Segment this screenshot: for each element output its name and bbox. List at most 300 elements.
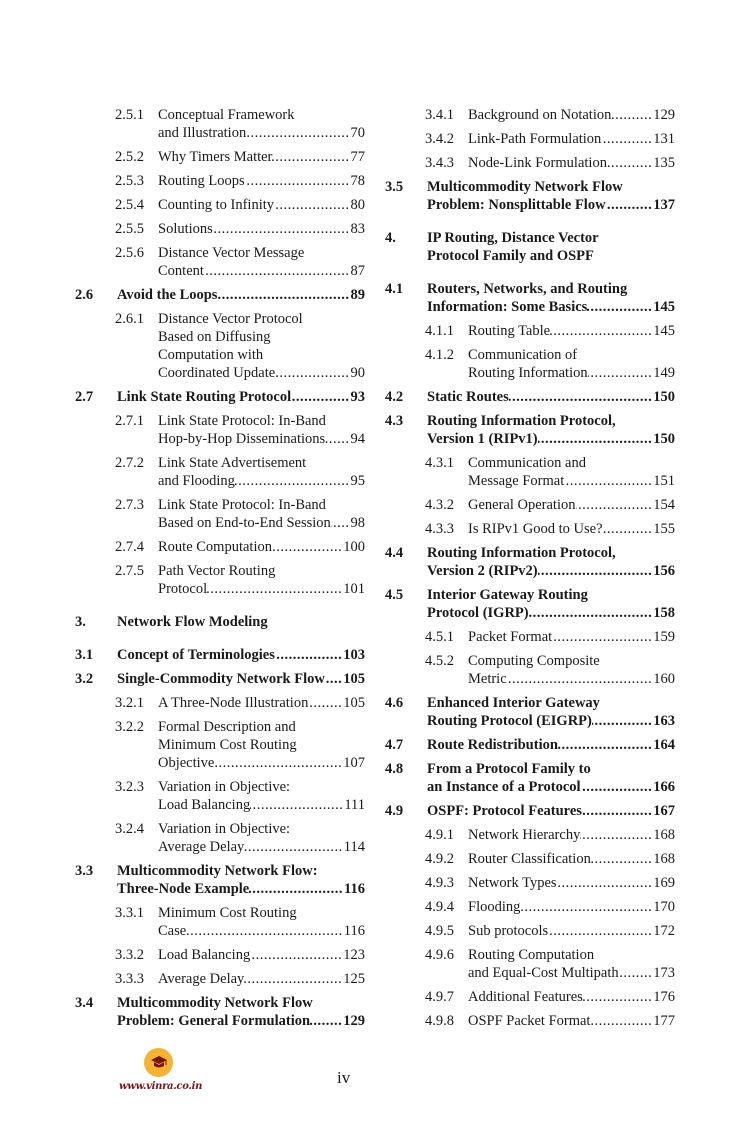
section-number: 4.3.2 (425, 497, 454, 513)
section-title: Protocol Family and OSPF (427, 248, 594, 264)
page-ref: 149 (653, 365, 675, 381)
section-title: Metric (468, 671, 507, 687)
toc-entry[interactable] (385, 826, 675, 844)
section-number: 2.7 (75, 389, 94, 405)
page-ref: 155 (653, 521, 675, 537)
page-ref: 164 (653, 737, 675, 753)
section-number: 4.9 (385, 803, 404, 819)
toc-left-column (75, 106, 365, 1036)
toc-entry[interactable] (75, 310, 365, 382)
dot-leader (538, 430, 654, 448)
page-ref: 90 (350, 365, 365, 381)
section-title: A Three-Node Illustration (158, 695, 309, 711)
toc-entry[interactable] (385, 850, 675, 868)
dot-leader (582, 802, 653, 820)
section-title: Protocol (IGRP) (427, 605, 529, 621)
section-number: 4.7 (385, 737, 404, 753)
page-number: iv (337, 1068, 351, 1087)
page-ref: 89 (350, 287, 365, 303)
section-number: 4.9.3 (425, 875, 454, 891)
toc-entry[interactable] (385, 130, 675, 148)
section-title: Version 1 (RIPv1) (427, 431, 538, 447)
toc-entry[interactable] (385, 988, 675, 1006)
toc-entry[interactable] (75, 778, 365, 814)
section-number: 4.6 (385, 695, 404, 711)
section-title: Route Redistribution (427, 737, 558, 753)
section-title: Concept of Terminologies (117, 647, 275, 663)
dot-leader (507, 670, 654, 688)
page-ref: 169 (653, 875, 675, 891)
section-title: Based on End-to-End Session (158, 515, 331, 531)
page-ref: 80 (350, 197, 365, 213)
page-ref: 98 (350, 515, 365, 531)
section-number: 3.2 (75, 671, 94, 687)
section-title: Information: Some Basics (427, 299, 588, 315)
section-title: Single-Commodity Network Flow (117, 671, 325, 687)
toc-entry[interactable] (75, 148, 365, 166)
dot-leader (581, 778, 654, 796)
section-title: Routers, Networks, and Routing (427, 281, 628, 297)
toc-entry[interactable] (385, 388, 675, 406)
section-number: 3.4.2 (425, 131, 454, 147)
section-title: Distance Vector Message (158, 245, 305, 261)
toc-entry[interactable] (385, 154, 675, 172)
dot-leader (607, 154, 653, 172)
section-number: 4.9.4 (425, 899, 454, 915)
section-title: Counting to Infinity (158, 197, 274, 213)
section-title: Average Delay (158, 971, 245, 987)
section-number: 3.2.4 (115, 821, 144, 837)
page-ref: 163 (653, 713, 675, 729)
section-title: Based on Diffusing (158, 329, 271, 345)
section-title: and Illustration (158, 125, 247, 141)
section-number: 2.7.4 (115, 539, 144, 555)
section-number: 4.8 (385, 761, 404, 777)
toc-entry[interactable] (385, 106, 675, 124)
dot-leader (619, 964, 654, 982)
dot-leader (249, 880, 344, 898)
toc-entry[interactable] (75, 538, 365, 556)
toc-entry[interactable] (385, 874, 675, 892)
toc-entry[interactable] (385, 946, 675, 982)
section-number: 3.2.2 (115, 719, 144, 735)
dot-leader (235, 472, 351, 490)
toc-entry[interactable] (385, 586, 675, 622)
section-title: Load Balancing (158, 797, 251, 813)
section-title: Route Computation (158, 539, 272, 555)
section-title: Routing Information Protocol, (427, 413, 616, 429)
page-ref: 100 (343, 539, 365, 555)
toc-entry[interactable] (75, 904, 365, 940)
section-title: Conceptual Framework (158, 107, 295, 123)
section-number: 3.3 (75, 863, 94, 879)
toc-entry[interactable] (385, 178, 675, 214)
section-title: Additional Features (468, 989, 583, 1005)
section-title: Why Timers Matter (158, 149, 273, 165)
page-ref: 116 (344, 881, 365, 897)
section-title: Version 2 (RIPv2) (427, 563, 538, 579)
page-ref: 145 (653, 299, 675, 315)
section-title: Problem: Nonsplittable Flow (427, 197, 606, 213)
section-number: 3.3.2 (115, 947, 144, 963)
section-number: 4.5.2 (425, 653, 454, 669)
toc-entry[interactable] (75, 820, 365, 856)
toc-entry[interactable] (385, 346, 675, 382)
section-title: Sub protocols (468, 923, 549, 939)
section-number: 4.3.3 (425, 521, 454, 537)
dot-leader (250, 796, 344, 814)
dot-leader (250, 946, 343, 964)
section-number: 2.5.4 (115, 197, 144, 213)
section-title: Computing Composite (468, 653, 600, 669)
dot-leader (275, 364, 350, 382)
section-number: 4.5.1 (425, 629, 454, 645)
section-title: IP Routing, Distance Vector (427, 230, 599, 246)
section-title: General Operation (468, 497, 576, 513)
toc-entry[interactable] (75, 454, 365, 490)
page-ref: 154 (653, 497, 675, 513)
section-title: Static Routes (427, 389, 509, 405)
section-number: 3.5 (385, 179, 404, 195)
dot-leader (275, 646, 343, 664)
section-number: 2.7.1 (115, 413, 144, 429)
toc-entry[interactable] (75, 862, 365, 898)
page-ref: 167 (653, 803, 675, 819)
section-number: 2.5.3 (115, 173, 144, 189)
dot-leader (245, 172, 351, 190)
section-title: Router Classification (468, 851, 591, 867)
page-ref: 87 (350, 263, 365, 279)
section-number: 4.1.2 (425, 347, 454, 363)
page-ref: 150 (653, 389, 675, 405)
section-title: Formal Description and (158, 719, 296, 735)
toc-entry[interactable] (75, 994, 365, 1030)
toc-entry[interactable] (385, 454, 675, 490)
page-ref: 95 (350, 473, 365, 489)
toc-entry[interactable] (75, 946, 365, 964)
dot-leader (538, 562, 654, 580)
dot-leader (591, 850, 653, 868)
toc-entry[interactable] (75, 220, 365, 238)
section-title: Multicommodity Network Flow: (117, 863, 318, 879)
page-ref: 111 (344, 797, 365, 813)
page-ref: 114 (343, 839, 365, 855)
section-title: Node-Link Formulation (468, 155, 607, 171)
toc-entry[interactable] (385, 652, 675, 688)
toc-entry[interactable] (385, 496, 675, 514)
toc-entry[interactable] (75, 172, 365, 190)
section-title: Objective (158, 755, 215, 771)
section-title: Computation with (158, 347, 264, 363)
toc-entry[interactable] (75, 196, 365, 214)
section-title: Network Hierarchy (468, 827, 581, 843)
page-ref: 159 (653, 629, 675, 645)
section-title: Packet Format (468, 629, 553, 645)
dot-leader (576, 496, 654, 514)
section-title: Distance Vector Protocol (158, 311, 303, 327)
section-title: Enhanced Interior Gateway (427, 695, 600, 711)
section-title: Link-Path Formulation (468, 131, 602, 147)
publisher-url[interactable]: www.vinra.co.in (119, 1081, 203, 1092)
section-number: 4.1.1 (425, 323, 454, 339)
section-title: Avoid the Loops (117, 287, 218, 303)
section-title: From a Protocol Family to (427, 761, 591, 777)
page-ref: 135 (653, 155, 675, 171)
section-title: OSPF: Protocol Features (427, 803, 582, 819)
page-ref: 94 (350, 431, 365, 447)
dot-leader (204, 262, 351, 280)
section-title: Coordinated Update (158, 365, 276, 381)
dot-leader (246, 124, 350, 142)
section-title: Routing Protocol (EIGRP) (427, 713, 592, 729)
page-ref: 70 (350, 125, 365, 141)
section-title: Interior Gateway Routing (427, 587, 588, 603)
section-number: 4.9.7 (425, 989, 454, 1005)
section-title: Case (158, 923, 187, 939)
page-ref: 177 (653, 1013, 675, 1029)
toc-entry[interactable] (75, 244, 365, 280)
page-ref: 168 (653, 851, 675, 867)
page-ref: 176 (653, 989, 675, 1005)
dot-leader (214, 754, 343, 772)
section-title: Problem: General Formulation (117, 1013, 311, 1029)
section-number: 2.5.1 (115, 107, 144, 123)
section-title: Path Vector Routing (158, 563, 276, 579)
section-title: Is RIPv1 Good to Use? (468, 521, 603, 537)
page-ref: 105 (343, 695, 365, 711)
section-number: 2.7.2 (115, 455, 144, 471)
section-title: Content (158, 263, 204, 279)
page-ref: 170 (653, 899, 675, 915)
dot-leader (601, 130, 653, 148)
page-ref: 173 (653, 965, 675, 981)
toc-entry[interactable] (385, 802, 675, 820)
section-number: 4.9.1 (425, 827, 454, 843)
toc-entry[interactable] (385, 694, 675, 730)
toc-right-column (385, 106, 675, 1036)
toc-entry[interactable] (385, 412, 675, 448)
section-number: 4. (385, 230, 396, 246)
dot-leader (331, 514, 351, 532)
dot-leader (550, 322, 653, 340)
section-title: Hop-by-Hop Disseminations (158, 431, 326, 447)
toc-entry[interactable] (75, 412, 365, 448)
section-number: 3.2.1 (115, 695, 144, 711)
page-ref: 101 (343, 581, 365, 597)
dot-leader (603, 520, 654, 538)
section-number: 4.4 (385, 545, 404, 561)
section-title: and Equal-Cost Multipath (468, 965, 619, 981)
section-number: 4.5 (385, 587, 404, 603)
toc-chapter-heading[interactable] (75, 613, 365, 631)
toc-entry[interactable] (385, 280, 675, 316)
section-title: Variation in Objective: (158, 821, 291, 837)
dot-leader (310, 1012, 343, 1030)
toc-entry[interactable] (75, 388, 365, 406)
page-ref: 166 (653, 779, 675, 795)
toc-entry[interactable] (385, 922, 675, 940)
section-number: 4.3.1 (425, 455, 454, 471)
section-title: Link State Advertisement (158, 455, 307, 471)
section-title: Minimum Cost Routing (158, 905, 297, 921)
page-ref: 131 (653, 131, 675, 147)
page-ref: 158 (653, 605, 675, 621)
dot-leader (611, 106, 653, 124)
toc-entry[interactable] (385, 736, 675, 754)
dot-leader (583, 988, 653, 1006)
section-number: 4.9.8 (425, 1013, 454, 1029)
dot-leader (588, 364, 654, 382)
section-title: Routing Computation (468, 947, 595, 963)
section-title: Communication of (468, 347, 578, 363)
dot-leader (272, 538, 343, 556)
section-title: Message Format (468, 473, 565, 489)
section-title: Minimum Cost Routing (158, 737, 297, 753)
page-ref: 156 (653, 563, 675, 579)
section-title: Multicommodity Network Flow (117, 995, 313, 1011)
section-title: Communication and (468, 455, 586, 471)
section-number: 3.4.3 (425, 155, 454, 171)
section-number: 2.6.1 (115, 311, 144, 327)
section-title: OSPF Packet Format (468, 1013, 591, 1029)
toc-entry[interactable] (385, 1012, 675, 1030)
dot-leader (244, 838, 344, 856)
toc-entry[interactable] (75, 646, 365, 664)
toc-entry[interactable] (75, 106, 365, 142)
toc-entry[interactable] (75, 286, 365, 304)
section-title: Average Delay (158, 839, 245, 855)
section-title: Routing Information (468, 365, 588, 381)
publisher-logo (144, 1048, 173, 1077)
section-number: 3.2.3 (115, 779, 144, 795)
graduation-cap-icon (150, 1054, 168, 1072)
page-ref: 151 (653, 473, 675, 489)
section-number: 4.3 (385, 413, 404, 429)
section-title: Three-Node Example (117, 881, 250, 897)
page-ref: 123 (343, 947, 365, 963)
dot-leader (552, 628, 653, 646)
page-ref: 125 (343, 971, 365, 987)
section-number: 3.4.1 (425, 107, 454, 123)
toc-entry[interactable] (75, 670, 365, 688)
section-title: Load Balancing (158, 947, 251, 963)
dot-leader (557, 874, 654, 892)
dot-leader (564, 472, 653, 490)
dot-leader (592, 712, 653, 730)
dot-leader (186, 922, 344, 940)
toc-entry[interactable] (385, 544, 675, 580)
section-number: 4.2 (385, 389, 404, 405)
page-ref: 93 (350, 389, 365, 405)
section-title: Protocol (158, 581, 208, 597)
page-ref: 103 (343, 647, 365, 663)
dot-leader (274, 196, 351, 214)
section-title: Multicommodity Network Flow (427, 179, 623, 195)
section-number: 4.9.2 (425, 851, 454, 867)
toc-entry[interactable] (385, 898, 675, 916)
section-title: Routing Table (468, 323, 551, 339)
page-ref: 168 (653, 827, 675, 843)
section-number: 4.9.6 (425, 947, 454, 963)
toc-entry[interactable] (75, 496, 365, 532)
section-title: Routing Information Protocol, (427, 545, 616, 561)
toc-entry[interactable] (385, 520, 675, 538)
toc-entry[interactable] (75, 970, 365, 988)
toc-chapter-heading[interactable] (385, 229, 675, 265)
section-number: 2.5.5 (115, 221, 144, 237)
page-ref: 145 (653, 323, 675, 339)
dot-leader (587, 298, 653, 316)
dot-leader (548, 922, 653, 940)
page-ref: 160 (653, 671, 675, 687)
page-ref: 105 (343, 671, 365, 687)
dot-leader (558, 736, 653, 754)
dot-leader (325, 430, 350, 448)
dot-leader (580, 826, 653, 844)
section-number: 4.9.5 (425, 923, 454, 939)
toc-entry[interactable] (75, 562, 365, 598)
toc-entry[interactable] (385, 628, 675, 646)
section-number: 3.3.3 (115, 971, 144, 987)
page-ref: 172 (653, 923, 675, 939)
page-ref: 116 (343, 923, 365, 939)
section-title: an Instance of a Protocol (427, 779, 581, 795)
section-title: Solutions (158, 221, 213, 237)
section-title: Flooding (468, 899, 521, 915)
section-title: Variation in Objective: (158, 779, 291, 795)
section-title: Network Types (468, 875, 557, 891)
section-title: Network Flow Modeling (117, 614, 268, 630)
section-number: 2.5.6 (115, 245, 144, 261)
section-title: Link State Routing Protocol (117, 389, 292, 405)
toc-entry[interactable] (75, 718, 365, 772)
toc-entry[interactable] (75, 694, 365, 712)
section-number: 2.6 (75, 287, 94, 303)
page-ref: 77 (350, 149, 365, 165)
section-number: 3.4 (75, 995, 94, 1011)
section-number: 3.1 (75, 647, 94, 663)
dot-leader (207, 580, 343, 598)
section-number: 2.7.5 (115, 563, 144, 579)
section-title: Background on Notation (468, 107, 612, 123)
section-title: Routing Loops (158, 173, 245, 189)
dot-leader (590, 1012, 653, 1030)
page-ref: 129 (653, 107, 675, 123)
section-number: 3.3.1 (115, 905, 144, 921)
dot-leader (291, 388, 350, 406)
section-number: 2.7.3 (115, 497, 144, 513)
dot-leader (213, 220, 351, 238)
page-ref: 83 (350, 221, 365, 237)
dot-leader (520, 898, 653, 916)
section-title: and Flooding (158, 473, 235, 489)
dot-leader (272, 148, 350, 166)
dot-leader (606, 196, 654, 214)
dot-leader (325, 670, 343, 688)
section-number: 2.5.2 (115, 149, 144, 165)
page-ref: 150 (653, 431, 675, 447)
toc-entry[interactable] (385, 760, 675, 796)
dot-leader (529, 604, 654, 622)
page-ref: 107 (343, 755, 365, 771)
toc-entry[interactable] (385, 322, 675, 340)
page-ref: 137 (653, 197, 675, 213)
section-number: 3. (75, 614, 86, 630)
page-ref: 129 (343, 1013, 365, 1029)
dot-leader (244, 970, 343, 988)
page-ref: 78 (350, 173, 365, 189)
section-title: Link State Protocol: In-Band (158, 413, 326, 429)
